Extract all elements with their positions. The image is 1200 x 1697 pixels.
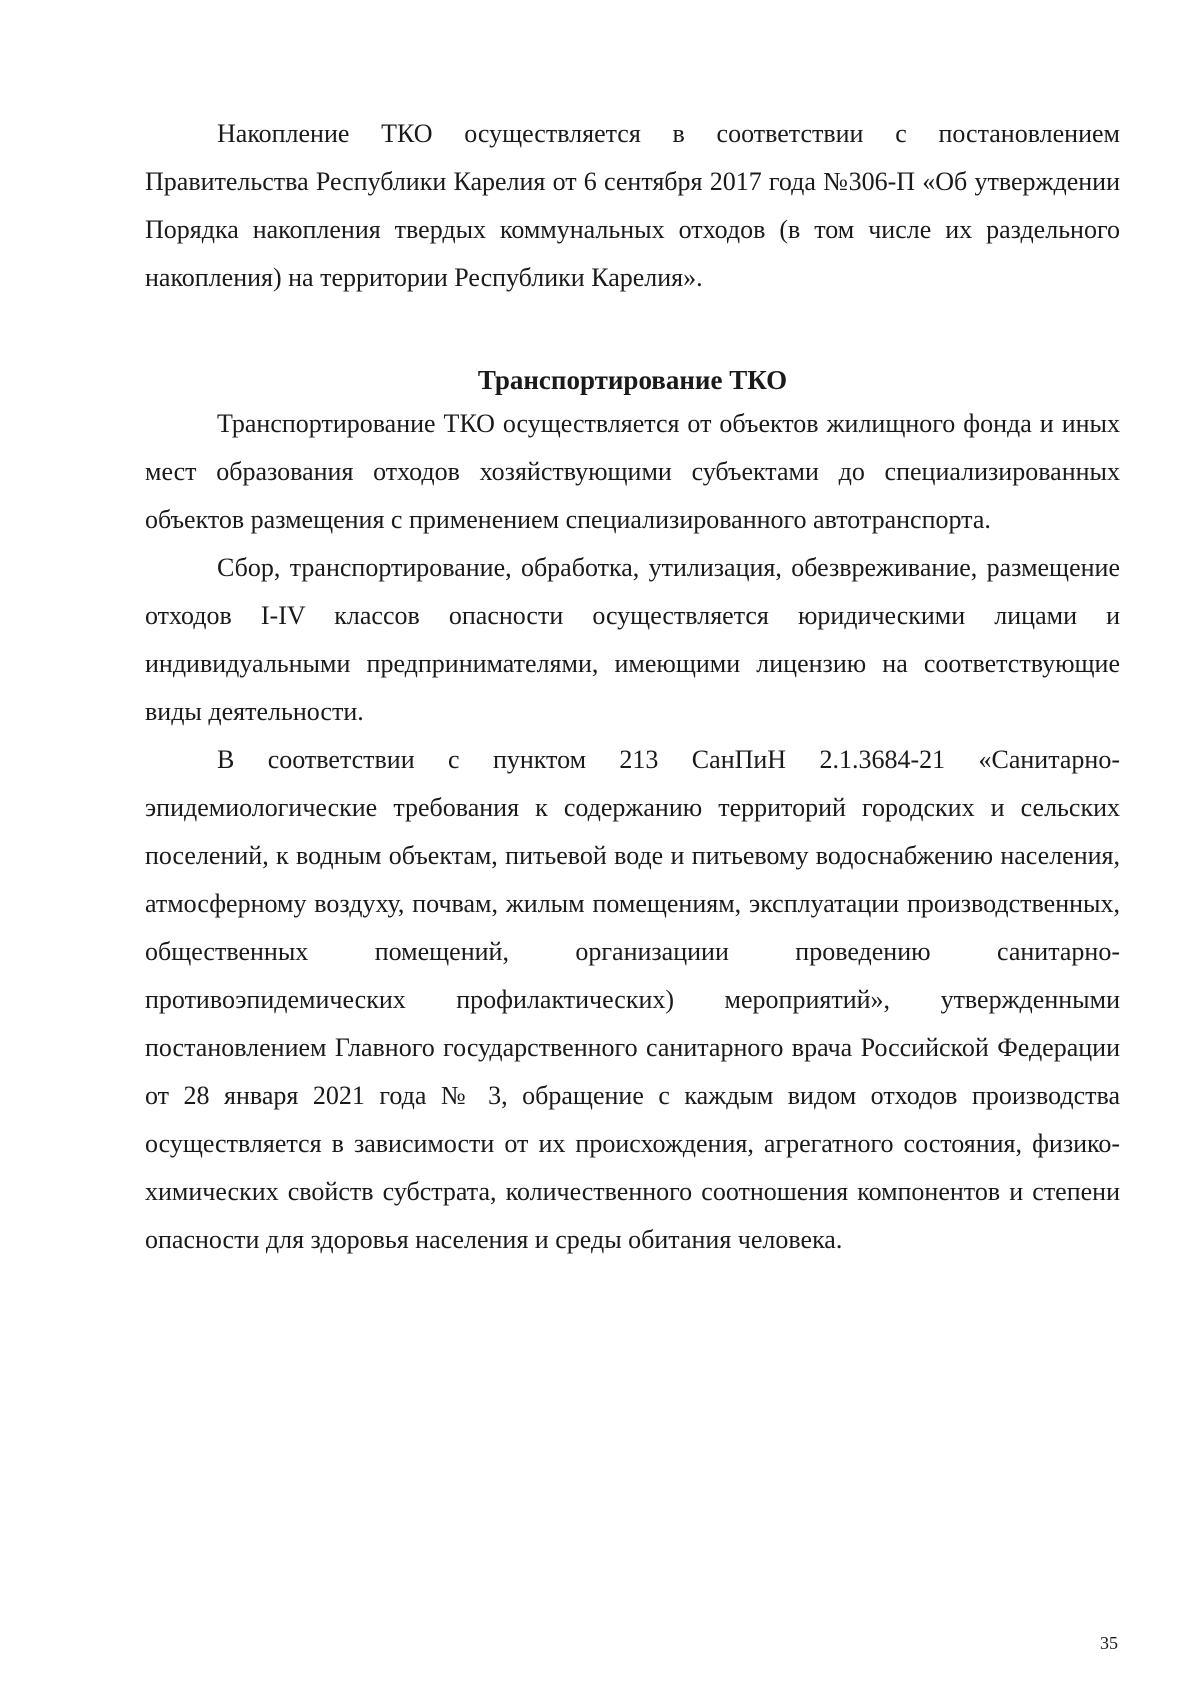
intro-section [145, 110, 1120, 302]
paragraph-collection: Сбор, транспортирование, обработка, утилизация, обезвреживание, размещение отходов I-IV классов опасности осуществляется юридическими лицами и индивидуальными предпринимателями, имеющими лицензию на соответствующие виды деятельности. [145, 553, 1120, 726]
transport-section [145, 400, 1120, 1264]
section-heading: Транспортирование ТКО [477, 365, 788, 395]
paragraph-sanpin: В соответствии с пунктом 213 СанПиН 2.1.3684-21 «Санитарно-эпидемиологические требования к содержанию территорий городских и сельских поселений, к водным объектам, питьевой воде и питьевому водоснабжению населения, атмосферному воздуху, почвам, жилым помещениям, эксплуатации производственных, общественных помещений, организациии проведению санитарно-противоэпидемических профилактических) мероприятий», утвержденными постановлением Главного государственного санитарного врача Российской Федерации от 28 января 2021 года № 3, обращение с каждым видом отходов производства осуществляется в зависимости от их происхождения, агрегатного состояния, физико-химических свойств субстрата, количественного соотношения компонентов и степени опасности для здоровья населения и среды обитания человека. [145, 745, 1120, 1254]
paragraph-accumulation: Накопление ТКО осуществляется в соответствии с постановлением Правительства Республики Карелия от 6 сентября 2017 года №306-П «Об утверждении Порядка накопления твердых коммунальных отходов (в том числе их раздельного накопления) на территории Республики Карелия». [145, 119, 1120, 292]
page-number: 35 [1100, 1633, 1118, 1653]
paragraph-transport: Транспортирование ТКО осуществляется от объектов жилищного фонда и иных мест образования отходов хозяйствующими субъектами до специализированных объектов размещения с применением специализированного автотранспорта. [145, 409, 1120, 534]
